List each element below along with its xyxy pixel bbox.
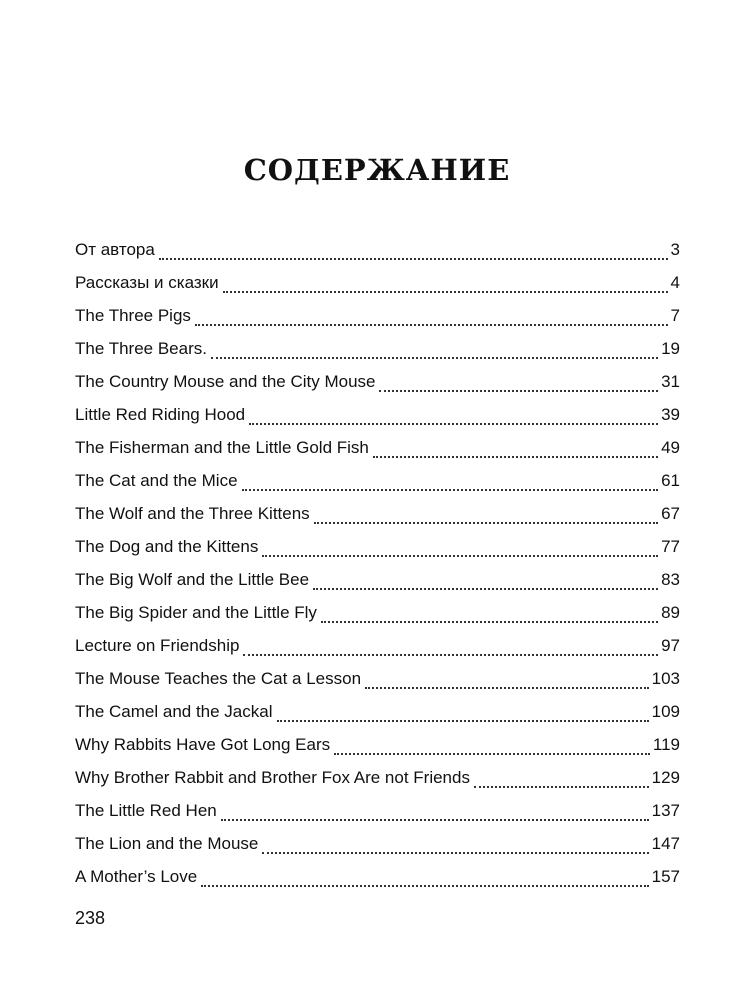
toc-entry-title: The Dog and the Kittens bbox=[75, 537, 259, 556]
toc-entry-page: 137 bbox=[651, 801, 680, 820]
toc-entry-page: 147 bbox=[651, 834, 680, 853]
toc-entry-title: Little Red Riding Hood bbox=[75, 405, 246, 424]
toc-entry bbox=[75, 533, 680, 566]
toc-entry bbox=[75, 599, 680, 632]
toc-entry bbox=[75, 566, 680, 599]
dot-leader bbox=[314, 521, 658, 524]
toc-entry-title: The Big Wolf and the Little Bee bbox=[75, 570, 310, 589]
toc-entry-page: 31 bbox=[661, 372, 680, 391]
toc-entry bbox=[75, 467, 680, 500]
toc-entry bbox=[75, 401, 680, 434]
toc-entry bbox=[75, 764, 680, 797]
toc-entry bbox=[75, 863, 680, 896]
dot-leader bbox=[365, 686, 649, 689]
toc-entry bbox=[75, 731, 680, 764]
toc-entry-page: 83 bbox=[661, 570, 680, 589]
toc-entry bbox=[75, 335, 680, 368]
dot-leader bbox=[201, 884, 648, 887]
toc-entry-page: 7 bbox=[670, 306, 680, 325]
toc-entry bbox=[75, 500, 680, 533]
toc-entry-title: The Three Bears. bbox=[75, 339, 207, 358]
toc-entry-title: The Wolf and the Three Kittens bbox=[75, 504, 310, 523]
toc-entry-title: The Camel and the Jackal bbox=[75, 702, 273, 721]
dot-leader bbox=[373, 455, 658, 458]
contents-heading: СОДЕРЖАНИЕ bbox=[243, 153, 511, 187]
toc-entry bbox=[75, 665, 680, 698]
toc-entry bbox=[75, 236, 680, 269]
toc-entry-page: 67 bbox=[661, 504, 680, 523]
toc-entry-title: От автора bbox=[75, 240, 155, 259]
toc-entry-page: 61 bbox=[661, 471, 680, 490]
toc-entry-page: 103 bbox=[651, 669, 680, 688]
dot-leader bbox=[262, 554, 658, 557]
dot-leader bbox=[221, 818, 649, 821]
dot-leader bbox=[313, 587, 658, 590]
dot-leader bbox=[474, 785, 649, 788]
toc-entry-page: 129 bbox=[651, 768, 680, 787]
dot-leader bbox=[321, 620, 658, 623]
toc-entry-page: 97 bbox=[661, 636, 680, 655]
dot-leader bbox=[242, 488, 659, 491]
toc-entry bbox=[75, 434, 680, 467]
toc-entry bbox=[75, 797, 680, 830]
toc-entry-title: The Little Red Hen bbox=[75, 801, 217, 820]
toc-entry-title: The Country Mouse and the City Mouse bbox=[75, 372, 376, 391]
toc-entry bbox=[75, 830, 680, 863]
dot-leader bbox=[159, 257, 668, 260]
toc-entry-page: 157 bbox=[651, 867, 680, 886]
toc-entry-title: Рассказы и сказки bbox=[75, 273, 219, 292]
dot-leader bbox=[277, 719, 649, 722]
toc-entry-page: 19 bbox=[661, 339, 680, 358]
page-number: 238 bbox=[75, 908, 106, 928]
toc-entry-page: 49 bbox=[661, 438, 680, 457]
toc-entry-title: Why Brother Rabbit and Brother Fox Are not Friends bbox=[75, 768, 470, 787]
toc-entry-title: The Big Spider and the Little Fly bbox=[75, 603, 317, 622]
toc-entry bbox=[75, 368, 680, 401]
toc-entry bbox=[75, 632, 680, 665]
table-of-contents bbox=[75, 236, 680, 896]
dot-leader bbox=[334, 752, 650, 755]
dot-leader bbox=[211, 356, 658, 359]
toc-entry-title: The Mouse Teaches the Cat a Lesson bbox=[75, 669, 362, 688]
toc-entry-page: 3 bbox=[670, 240, 680, 259]
toc-entry-title: The Fisherman and the Little Gold Fish bbox=[75, 438, 369, 457]
dot-leader bbox=[195, 323, 668, 326]
dot-leader bbox=[243, 653, 658, 656]
toc-entry-page: 4 bbox=[670, 273, 680, 292]
dot-leader bbox=[262, 851, 648, 854]
toc-entry-title: Lecture on Friendship bbox=[75, 636, 240, 655]
dot-leader bbox=[379, 389, 658, 392]
toc-entry-page: 39 bbox=[661, 405, 680, 424]
toc-entry-page: 119 bbox=[652, 735, 680, 754]
dot-leader bbox=[249, 422, 658, 425]
toc-entry-page: 89 bbox=[661, 603, 680, 622]
toc-entry-title: The Lion and the Mouse bbox=[75, 834, 259, 853]
toc-entry-title: The Three Pigs bbox=[75, 306, 191, 325]
toc-entry bbox=[75, 269, 680, 302]
toc-entry-page: 77 bbox=[661, 537, 680, 556]
toc-entry bbox=[75, 698, 680, 731]
dot-leader bbox=[223, 290, 668, 293]
toc-entry-title: The Cat and the Mice bbox=[75, 471, 238, 490]
toc-entry-title: A Mother’s Love bbox=[75, 867, 198, 886]
toc-entry bbox=[75, 302, 680, 335]
toc-entry-page: 109 bbox=[651, 702, 680, 721]
toc-entry-title: Why Rabbits Have Got Long Ears bbox=[75, 735, 331, 754]
